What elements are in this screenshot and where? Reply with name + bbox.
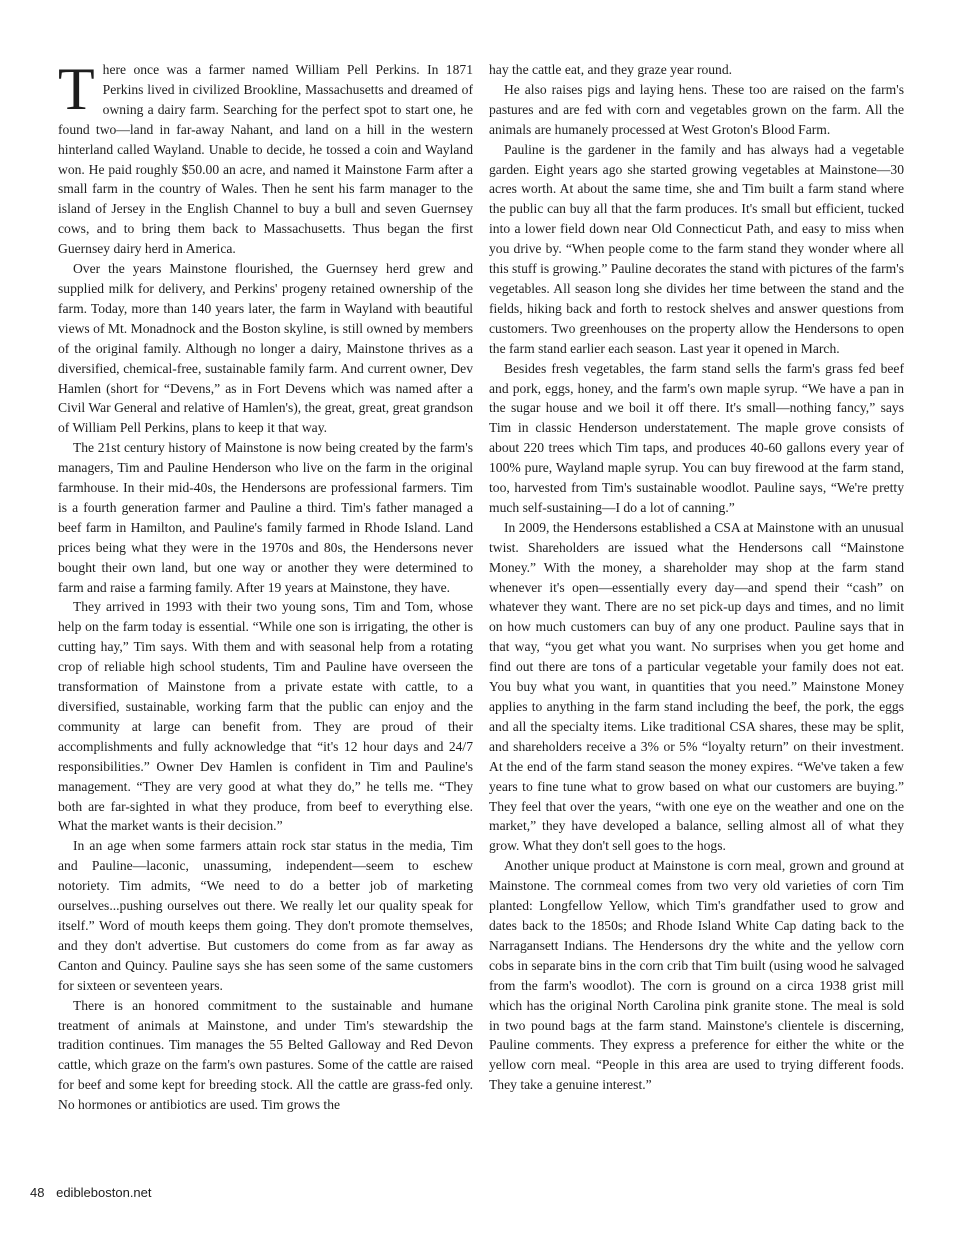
page-number: 48 <box>30 1185 45 1200</box>
paragraph-5: In an age when some farmers attain rock star status in the media, Tim and Pauline—laconic, unassuming, independent—seem to eschew notoriety. Tim admits, “We need to do a better job of marketing ourselves...pushing ourselves out there. We really let our quality speak for itself.” Word of mouth keeps them going. They don't promote themselves, and they don't advertise. But customers do come from as far away as Canton and Quincy. Pauline says she has seen some of the same customers for sixteen or seventeen years. <box>58 838 473 993</box>
paragraph-1 <box>58 56 473 259</box>
site-url: edibleboston.net <box>56 1185 152 1200</box>
right-column <box>489 60 904 1095</box>
page-footer <box>30 1185 160 1200</box>
paragraph-8: He also raises pigs and laying hens. These too are raised on the farm's pastures and are fed with corn and vegetables grown on the farm. All the animals are humanely processed at West Groton's Blood Farm. <box>489 81 904 137</box>
left-column <box>58 56 473 1115</box>
paragraph-6: There is an honored commitment to the sustainable and humane treatment of animals at Mainstone, and under Tim's stewardship the tradition continues. Tim manages the 55 Belted Galloway and Red Devon cattle, which graze on the farm's own pastures. Some of the cattle are raised for beef and some kept for breeding stock. All the cattle are grass-fed only. No hormones or antibiotics are used. Tim grows the <box>58 997 473 1113</box>
paragraph-3: The 21st century history of Mainstone is now being created by the farm's managers, Tim and Pauline Henderson who live on the farm in the original farmhouse. In their mid-40s, the Hendersons are professional farmers. Tim is a fourth generation farmer and Pauline a third. Tim's father managed a beef farm in Hamilton, and Pauline's family farmed in Rhode Island. Land prices being what they were in the 1970s and 80s, the Hendersons never bought their own land, but one way or another they were determined to farm and raise a farming family. After 19 years at Mainstone, they have. <box>58 440 473 595</box>
paragraph-11: In 2009, the Hendersons established a CSA at Mainstone with an unusual twist. Shareholders are issued what the Hendersons call “Mainstone Money.” With the money, a shareholder may shop at the farm stand whenever it's open—essentially every day—and spend their “cash” on whatever they want. There are no set pick-up days and times, and no limit on how much customers can buy of any one product. Pauline says that in that way, “you get what you want. No surprises when you get home and find out there are tons of a particular vegetable your family does not eat. You buy what you want, in quantities that you need.” Mainstone Money applies to anything in the farm stand including the beef, the pork, the eggs and all the specialty items. Like traditional CSA shares, these may be split, and shareholders receive a 3% or 5% “loyalty return” on their investment. At the end of the farm stand season the money expires. “We've taken a few years to fine tune what to grow based on what our customers are buying.” They feel that over the years, “with one eye on the weather and one on the market,” they have developed a balance, selling almost all of what they grow. What they don't sell goes to the hogs. <box>489 519 904 854</box>
paragraph-4: They arrived in 1993 with their two young sons, Tim and Tom, whose help on the farm today is essential. “While one son is irrigating, the other is cutting hay,” Tim says. With them and with seasonal help from a rotating crop of reliable high school students, Tim and Pauline have overseen the transformation of Mainstone from a private estate with cattle, to a diversified, sustainable, working farm that the public can enjoy and the community at large can benefit from. They are proud of their accomplishments and fully acknowledge that “it's 12 hour days and 24/7 responsibilities.” Owner Dev Hamlen is confident in Tim and Pauline's management. “They are very good at what they do,” he tells me. “They both are far-sighted in what they produce, from beef to everything else. What the market wants is their decision.” <box>58 599 473 834</box>
paragraph-10: Besides fresh vegetables, the farm stand sells the farm's grass fed beef and pork, eggs, honey, and the farm's own maple syrup. “We have a pan in the sugar house and we boil it off there. It's small—nothing fancy,” says Tim in classic Henderson understatement. The maple grove consists of about 220 trees which Tim taps, and produces 40-60 gallons every year of 100% pure, Wayland maple syrup. You can buy firewood at the farm stand, too, harvested from Tim's sustainable woodlot. Pauline says, “We're pretty much self-sustaining—I do a lot of canning.” <box>489 360 904 515</box>
drop-cap: T <box>58 56 95 122</box>
paragraph-12: Another unique product at Mainstone is corn meal, grown and ground at Mainstone. The cornmeal comes from two very old varieties of corn Tim planted: Longfellow Yellow, which Tim's grandfather used to grow and dates back to the 1850s; and Rhode Island White Cap dating back to the Narragansett Indians. The Hendersons dry the white and the yellow corn cobs in separate bins in the corn crib that Tim built (using wood he salvaged from the farm's woodlot). The corn is ground on a circa 1938 grist mill which has the original North Carolina pink granite stone. The meal is sold in two pound bags at the farm stand. Mainstone's clientele is discerning, Pauline comments. They express a preference for either the white or the yellow corn meal. “People in this area are used to trying different foods. They take a genuine interest.” <box>489 858 904 1093</box>
paragraph-2: Over the years Mainstone flourished, the Guernsey herd grew and supplied milk for delivery, and Perkins' progeny retained ownership of the farm. Today, more than 140 years later, the farm in Wayland with beautiful views of Mt. Monadnock and the Boston skyline, is still owned by members of the original family. Although no longer a dairy, Mainstone thrives as a diversified, chemical-free, sustainable family farm. And current owner, Dev Hamlen (short for “Devens,” as in Fort Devens which was named after a Civil War General and relative of Hamlen's), the great, great, great grandson of William Pell Perkins, plans to keep it that way. <box>58 261 473 436</box>
paragraph-1-text: here once was a farmer named William Pell Perkins. In 1871 Perkins lived in civilized Brookline, Massachusetts and dreamed of owning a dairy farm. Searching for the perfect spot to start one, he found two—land in far-away Nahant, and land on a hill in the western hinterland called Wayland. Unable to decide, he tossed a coin and Wayland won. He paid roughly $50.00 an acre, and named it Mainstone Farm after a small farm in the country of Wales. Then he sent his farm manager to the island of Jersey in the English Channel to buy a bull and seven Guernsey cows, and to bring them back to Massachusetts. Thus began the first Guernsey dairy herd in America. <box>58 62 473 257</box>
paragraph-7: hay the cattle eat, and they graze year round. <box>489 62 733 77</box>
paragraph-9: Pauline is the gardener in the family and has always had a vegetable garden. Eight years ago she started growing vegetables at Mainstone—30 acres worth. At about the same time, she and Tim built a farm stand where the public can buy all that the farm produces. It's small but efficient, tucked into a lower field down near Old Connecticut Path, and easy to miss when you drive by. “When people come to the farm stand they wonder where all this stuff is growing.” Pauline decorates the stand with pictures of the farm's vegetables. All season long she divides her time between the stand and the fields, hiking back and forth to restock shelves and answer questions from customers. Two greenhouses on the property allow the Hendersons to open the farm stand earlier each season. Last year it opened in March. <box>489 141 904 356</box>
